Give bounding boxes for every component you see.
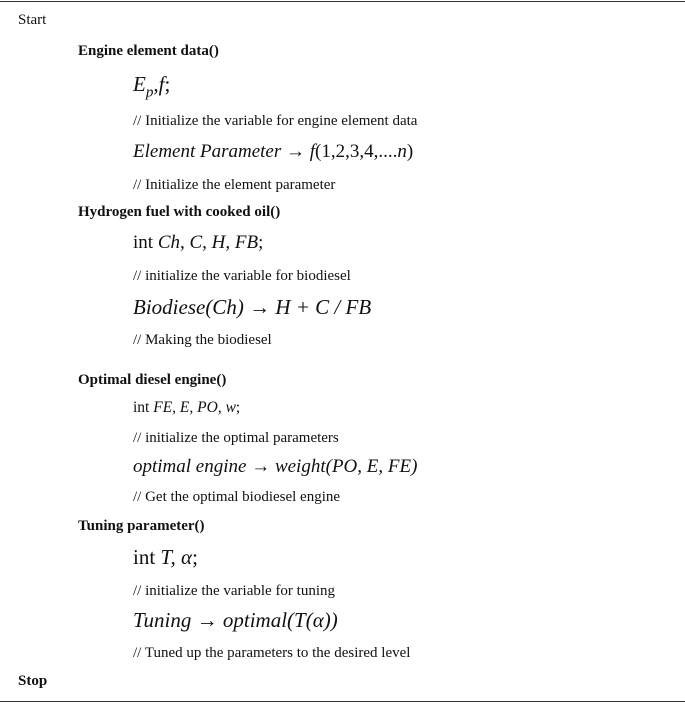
comment-optimal-parameters: // initialize the optimal parameters: [133, 430, 339, 446]
comment-biodiesel-variables: // initialize the variable for biodiesel: [133, 268, 351, 284]
section-heading-optimal-diesel-engine: Optimal diesel engine(): [78, 372, 227, 388]
section-heading-hydrogen-fuel: Hydrogen fuel with cooked oil(): [78, 204, 281, 220]
comment-optimal-engine: // Get the optimal biodiesel engine: [133, 489, 341, 505]
comment-engine-element-data: // Initialize the variable for engine element data: [133, 113, 418, 129]
math-tuning-variables: int T, α;: [133, 545, 198, 569]
math-element-parameter: Element Parameter → f(1,2,3,4,....n): [133, 141, 414, 162]
math-tuning-formula: Tuning → optimal(T(α)): [133, 608, 338, 632]
stop-label: Stop: [18, 673, 48, 689]
bottom-rule: [0, 701, 685, 702]
math-biodiesel-variables: int Ch, C, H, FB;: [133, 232, 264, 253]
comment-element-parameter: // Initialize the element parameter: [133, 177, 336, 193]
start-label: Start: [18, 12, 47, 28]
math-optimal-engine: optimal engine → weight(PO, E, FE): [133, 456, 418, 477]
math-engine-variables: $E_p,f$;: [133, 72, 171, 101]
comment-tuning-variables: // initialize the variable for tuning: [133, 583, 336, 599]
section-heading-engine-element-data: Engine element data(): [78, 43, 219, 59]
math-optimal-variables: int FE, E, PO, w;: [133, 399, 241, 416]
section-heading-tuning-parameter: Tuning parameter(): [78, 518, 205, 534]
comment-making-biodiesel: // Making the biodiesel: [133, 332, 272, 348]
top-rule: [0, 1, 685, 2]
math-biodiesel-formula: Biodiese(Ch) → H + C / FB: [133, 295, 372, 319]
comment-tuned-parameters: // Tuned up the parameters to the desired level: [133, 645, 411, 661]
